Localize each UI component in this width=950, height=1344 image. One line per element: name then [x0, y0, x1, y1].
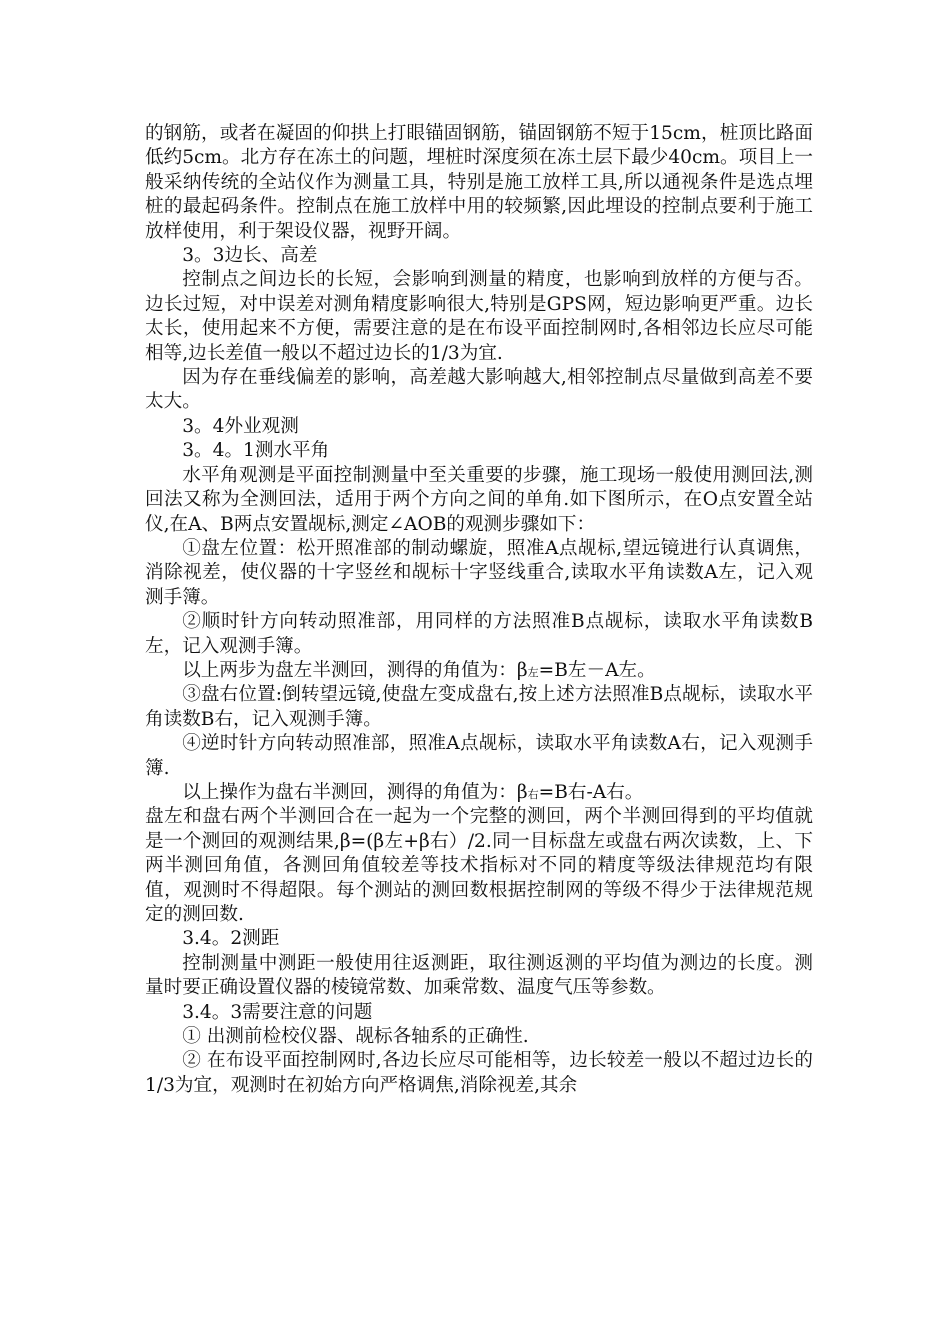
paragraph-step-1: ①盘左位置：松开照准部的制动螺旋，照准A点觇标,望远镜进行认真调焦，消除视差，使仪器的十字竖丝和觇标十字竖线重合,读取水平角读数A左，记入观测手簿。	[145, 537, 813, 608]
beta-left-subscript: 左	[527, 665, 539, 679]
beta-right-subscript: 右	[527, 787, 539, 801]
paragraph-note-1: ① 出测前检校仪器、觇标各轴系的正确性.	[182, 1026, 529, 1048]
beta-right-formula: =B右-A右。	[538, 781, 644, 803]
heading-3-4: 3。4外业观测	[182, 415, 299, 437]
heading-3-4-2: 3.4。2测距	[182, 928, 280, 950]
paragraph-note-2: ② 在布设平面控制网时,各边长应尽可能相等，边长较差一般以不超过边长的1/3为宜，观测时在初始方向严格调焦,消除视差,其余	[145, 1050, 813, 1096]
paragraph-beta-left	[145, 659, 813, 683]
beta-left-text: 以上两步为盘左半测回，测得的角值为：β	[182, 659, 528, 681]
paragraph-beta-right	[145, 781, 813, 805]
document-page	[145, 122, 813, 1098]
heading-3-4-1: 3。4。1测水平角	[182, 440, 330, 462]
heading-3-3: 3。3边长、高差	[182, 245, 318, 267]
paragraph-height-difference: 因为存在垂线偏差的影响，高差越大影响越大,相邻控制点尽量做到高差不要太大。	[145, 367, 813, 413]
paragraph-horizontal-angle: 水平角观测是平面控制测量中至关重要的步骤，施工现场一般使用测回法,测回法又称为全测回法，适用于两个方向之间的单角.如下图所示，在O点安置全站仪,在A、B两点安置觇标,测定∠AOB的观测步骤如下：	[145, 464, 813, 535]
paragraph-control-point-burial: 的钢筋，或者在凝固的仰拱上打眼锚固钢筋，锚固钢筋不短于15cm，桩顶比路面低约5cm。北方存在冻土的问题，埋桩时深度须在冻土层下最少40cm。项目上一般采纳传统的全站仪作为测量工具，特别是施工放样工具,所以通视条件是选点埋桩的最起码条件。控制点在施工放样中用的较频繁,因此埋设的控制点要利于施工放样使用，利于架设仪器，视野开阔。	[145, 123, 813, 242]
paragraph-step-2: ②顺时针方向转动照准部，用同样的方法照准B点觇标，读取水平角读数B左，记入观测手簿。	[145, 611, 813, 657]
paragraph-step-3: ③盘右位置:倒转望远镜,使盘左变成盘右,按上述方法照准B点觇标，读取水平角读数B右，记入观测手簿。	[145, 684, 813, 730]
heading-3-4-3: 3.4。3需要注意的问题	[182, 1001, 373, 1023]
paragraph-step-4: ④逆时针方向转动照准部，照准A点觇标，读取水平角读数A右，记入观测手簿.	[145, 733, 813, 779]
beta-left-formula: =B左－A左。	[538, 659, 656, 681]
paragraph-distance: 控制测量中测距一般使用往返测距，取往测返测的平均值为测边的长度。测量时要正确设置仪器的棱镜常数、加乘常数、温度气压等参数。	[145, 952, 813, 999]
paragraph-edge-length: 控制点之间边长的长短，会影响到测量的精度，也影响到放样的方便与否。边长过短，对中误差对测角精度影响很大,特别是GPS网，短边影响更严重。边长太长，使用起来不方便，需要注意的是在布设平面控制网时,各相邻边长应尽可能相等,边长差值一般以不超过边长的1/3为宜.	[145, 269, 813, 364]
paragraph-full-round: 盘左和盘右两个半测回合在一起为一个完整的测回，两个半测回得到的平均值就是一个测回的观测结果,β=(β左+β右）/2.同一目标盘左或盘右两次读数，上、下两半测回角值，各测回角值较差等技术指标对不同的精度等级法律规范均有限值，观测时不得超限。每个测站的测回数根据控制网的等级不得少于法律规范规定的测回数.	[145, 806, 813, 925]
beta-right-text: 以上操作为盘右半测回，测得的角值为：β	[182, 781, 528, 803]
